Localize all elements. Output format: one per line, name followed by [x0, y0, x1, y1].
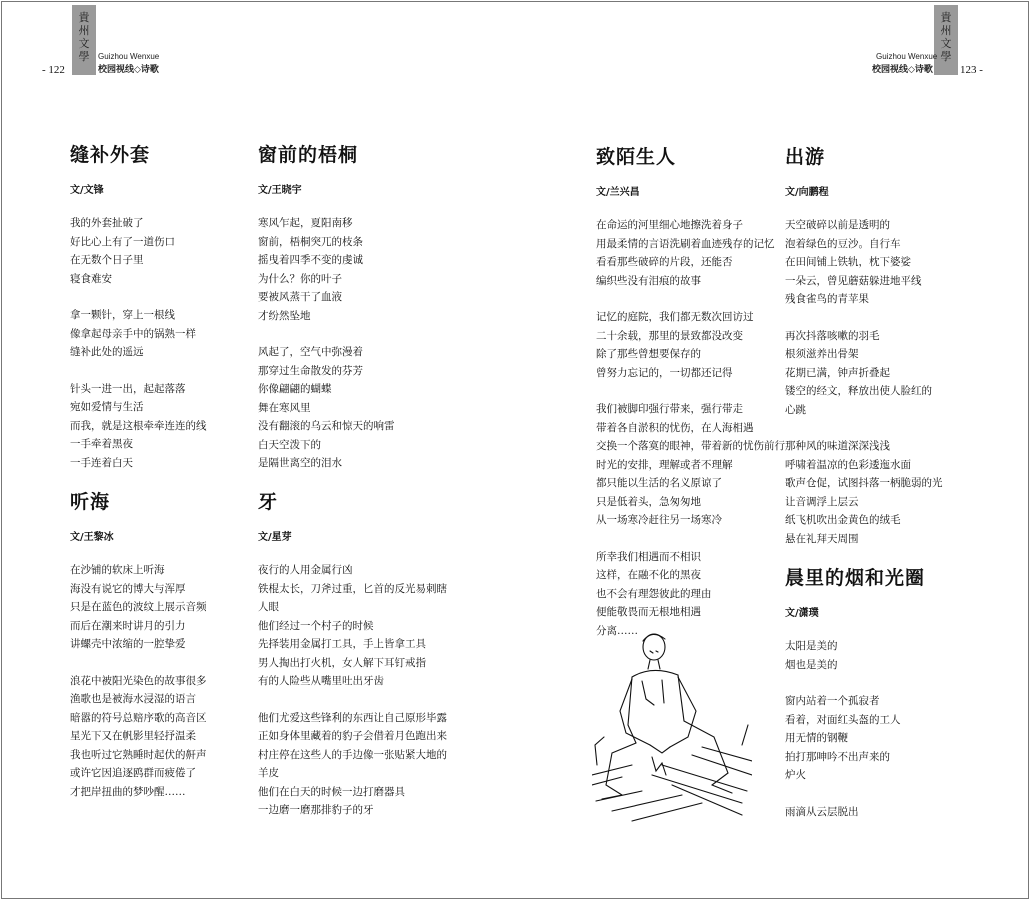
poem-line: 用无情的钢鞭 — [785, 732, 848, 744]
poem-line: 一边磨一磨那排豹子的牙 — [258, 804, 374, 816]
poem-line: 花期已满，钟声折叠起 — [785, 366, 890, 379]
poem-line: 所幸我们相遇而不相识 — [596, 550, 701, 563]
poem-author: 文/王晓宇 — [258, 185, 302, 196]
poem — [258, 140, 438, 473]
poem-author: 文/兰兴昌 — [596, 187, 640, 198]
poem-line: 窗前，梧桐突兀的枝条 — [258, 235, 363, 248]
poem-line: 是隔世离空的泪水 — [258, 457, 342, 469]
poem-line: 拍打那呻吟不出声来的 — [785, 750, 890, 763]
poem-line: 他们在白天的时候一边打磨器具 — [258, 785, 405, 798]
poem-line: 心跳 — [785, 403, 806, 416]
poem-line: 便能敬畏而无根地相遇 — [596, 606, 701, 618]
poem-line: 天空破碎以前是透明的 — [785, 219, 890, 231]
poem-line: 我们被脚印强行带来，强行带走 — [596, 403, 743, 415]
poem-stanza — [785, 437, 965, 548]
poem-line: 羊皮 — [258, 767, 279, 779]
poem-stanza — [785, 803, 965, 822]
poem-line: 只是低着头，急匆匆地 — [596, 495, 701, 508]
poem-line: 只是在蓝色的波纹上展示音频 — [70, 601, 207, 613]
poem-line: 窗内站着一个孤寂者 — [785, 695, 880, 707]
poem-line: 曾努力忘记的，一切都还记得 — [596, 366, 733, 379]
page-number-left: - 122 — [42, 64, 65, 76]
poem-line: 泡着绿色的豆沙。自行车 — [785, 237, 901, 250]
poem-stanza — [596, 400, 785, 530]
poem-stanza — [785, 327, 965, 420]
poem-line: 也不会有理怨彼此的理由 — [596, 587, 712, 600]
poem-line: 渔歌也是被海水浸湿的语言 — [70, 693, 196, 705]
poem-line: 寒风乍起，夏阳南移 — [258, 217, 353, 229]
poem-line: 铁棍太长，刀斧过重，匕首的反光易刺瞎 — [258, 582, 447, 595]
poem-line: 那穿过生命散发的芬芳 — [258, 364, 363, 377]
poem-line: 舞在寒风里 — [258, 401, 311, 414]
poem-line: 在无数个日子里 — [70, 254, 144, 266]
poem-stanza — [70, 214, 250, 288]
poem-line: 我也听过它熟睡时起伏的鼾声 — [70, 748, 207, 761]
poem-line: 在田间铺上铁轨，枕下婆娑 — [785, 256, 911, 268]
poem-line: 分离…… — [596, 624, 638, 637]
poem-title: 致陌生人 — [596, 146, 677, 168]
poem-line: 在沙铺的软床上听海 — [70, 564, 165, 576]
poem-author: 文/星芽 — [258, 532, 292, 543]
poem-line: 一手连着白天 — [70, 456, 133, 469]
poem-line: 时光的安排，理解或者不理解 — [596, 458, 733, 471]
poem-line: 有的人险些从嘴里吐出牙齿 — [258, 675, 384, 687]
poem-line: 这样，在融不化的黑夜 — [596, 569, 701, 581]
poem-line: 编织些没有泪痕的故事 — [596, 274, 701, 287]
poem-title: 听海 — [70, 491, 111, 513]
poem-stanza — [70, 672, 250, 802]
poem-line: 你像翩翩的蝴蝶 — [258, 383, 332, 395]
poem-line: 带着各自淤积的忧伤，在人海相遇 — [596, 421, 754, 434]
poem-line: 男人掏出打火机，女人解下耳钉戒指 — [258, 656, 426, 669]
poem-author: 文/潇璞 — [785, 608, 819, 619]
poem-line: 暗嚣的符号总赔序歌的高音区 — [70, 711, 207, 724]
poem-line: 摇曳着四季不变的虔诚 — [258, 254, 363, 266]
section-title-left: 校园视线◇诗歌 — [98, 65, 159, 75]
poem-line: 除了那些曾想要保存的 — [596, 348, 701, 360]
poem-line: 或许它因追逐鸥群而疲倦了 — [70, 767, 196, 779]
poem-stanza — [785, 216, 965, 309]
poem-line: 悬在礼拜天周围 — [785, 532, 859, 545]
poem-title: 晨里的烟和光圈 — [785, 567, 926, 589]
poem-line: 像拿起母亲手中的锅熟一样 — [70, 327, 196, 340]
poem-line: 镂空的经文，释放出使人脸红的 — [785, 385, 932, 397]
poem-stanza — [70, 561, 250, 654]
journal-name-en-right: Guizhou Wenxue — [876, 52, 938, 61]
section-title-right: 校园视线◇诗歌 — [872, 65, 933, 75]
poem-line: 村庄停在这些人的手边像一张贴紧大地的 — [258, 748, 447, 761]
poem-line: 才把岸扭曲的梦吵醒…… — [70, 785, 186, 798]
poem-line: 为什么？你的叶子 — [258, 272, 342, 285]
poem-line: 看看那些破碎的片段，还能否 — [596, 256, 733, 268]
poem-line: 雨滴从云层脱出 — [785, 805, 859, 818]
poem-line: 记忆的庭院，我们都无数次回访过 — [596, 311, 754, 323]
poem-line: 在命运的河里细心地擦洗着身子 — [596, 219, 743, 231]
poem-line: 看着，对面红头盔的工人 — [785, 713, 901, 726]
poem-line: 先择装用金属打工具，手上皆拿工具 — [258, 638, 426, 650]
poem-line: 风起了，空气中弥漫着 — [258, 346, 363, 358]
poem-stanza — [785, 637, 965, 674]
poem-stanza — [70, 306, 250, 362]
poem-line: 我的外套扯破了 — [70, 217, 144, 229]
poem-stanza — [596, 308, 776, 382]
poem-line: 好比心上有了一道伤口 — [70, 235, 175, 248]
poem-line: 讲螺壳中浓缩的一腔挚爱 — [70, 638, 186, 650]
man-sitting-illustration — [592, 625, 752, 825]
poem-line: 人眼 — [258, 601, 279, 613]
poem-line: 而我，就是这根牵牵连连的线 — [70, 419, 207, 432]
poem — [258, 487, 447, 820]
poem-line: 拿一颗针，穿上一根线 — [70, 309, 175, 321]
poem-line: 才纷然坠地 — [258, 309, 311, 322]
poem-stanza — [258, 343, 438, 473]
poem-line: 二十余载，那里的景致都没改变 — [596, 329, 743, 342]
poem — [785, 563, 965, 821]
poem-line: 呼啸着温凉的色彩逶迤水面 — [785, 458, 911, 471]
poem-author: 文/王黎冰 — [70, 532, 114, 543]
poem-line: 歌声仓促，试图抖落一柄脆弱的光 — [785, 477, 943, 489]
poem-line: 那种风的味道深深浅浅 — [785, 440, 890, 452]
poem — [70, 487, 250, 801]
poem-title: 牙 — [258, 491, 279, 513]
poem-line: 宛如爱情与生活 — [70, 401, 144, 413]
poem-stanza — [70, 380, 250, 473]
poem-line: 没有翻滚的乌云和惊天的响雷 — [258, 420, 395, 432]
poem-line: 他们经过一个村子的时候 — [258, 619, 374, 632]
poem — [785, 142, 965, 548]
poem-title: 窗前的梧桐 — [258, 144, 359, 166]
poem-line: 他们尤爱这些锋利的东西让自己原形毕露 — [258, 711, 447, 724]
poem-line: 而后在潮来时讲月的引力 — [70, 619, 186, 632]
poem-line: 交换一个落寞的眼神，带着新的忧伤前行 — [596, 440, 785, 452]
poem-line: 正如身体里藏着的豹子会借着月色跑出来 — [258, 730, 447, 742]
poem-line: 针头一进一出，起起落落 — [70, 382, 186, 395]
poem-line: 用最柔情的言语洗刷着血迹残存的记忆 — [596, 237, 775, 250]
poem-title: 缝补外套 — [70, 144, 151, 166]
poem — [596, 142, 785, 640]
poem-line: 一手牵着黑夜 — [70, 438, 133, 450]
poem-line: 星光下又在帆影里轻抒温柔 — [70, 730, 196, 742]
poem-line: 要被风蒸干了血液 — [258, 291, 342, 303]
poem-line: 太阳是美的 — [785, 640, 838, 652]
poem-line: 从一场寒冷赶往另一场寒冷 — [596, 514, 722, 526]
poem-line: 烟也是美的 — [785, 658, 838, 671]
poem-line: 白天空泼下的 — [258, 438, 321, 451]
poem-stanza — [258, 709, 447, 820]
poem-line: 缝补此处的遥远 — [70, 346, 144, 358]
poem-stanza — [596, 216, 776, 290]
poem-line: 海没有说它的博大与浑厚 — [70, 582, 186, 595]
poem — [70, 140, 250, 472]
poem-line: 寝食难安 — [70, 272, 112, 285]
poem-line: 根须滋养出骨架 — [785, 348, 859, 360]
poem-line: 让音调浮上层云 — [785, 495, 859, 508]
poem-line: 纸飞机吹出金黄色的绒毛 — [785, 514, 901, 526]
poem-stanza — [258, 561, 447, 691]
poem-author: 文/向鹏程 — [785, 187, 829, 198]
poem-line: 再次抖落咳嗽的羽毛 — [785, 329, 880, 342]
poem-line: 夜行的人用金属行凶 — [258, 564, 353, 576]
poem-author: 文/文锋 — [70, 185, 104, 196]
journal-name-en-left: Guizhou Wenxue — [98, 52, 160, 61]
poem-title: 出游 — [785, 146, 826, 168]
magazine-logo-right: 貴 州 文 學 — [934, 5, 958, 75]
page-number-right: 123 - — [960, 64, 983, 76]
poem-line: 残食雀鸟的青苹果 — [785, 293, 869, 305]
magazine-logo-left: 貴 州 文 學 — [72, 5, 96, 75]
poem-line: 都只能以生活的名义原谅了 — [596, 477, 722, 489]
poem-stanza — [785, 692, 965, 785]
poem-line: 炉火 — [785, 769, 806, 781]
poem-stanza — [258, 214, 438, 325]
poem-line: 一朵云，曾见蘑菇躲进地平线 — [785, 274, 922, 287]
poem-line: 浪花中被阳光染色的故事很多 — [70, 674, 207, 687]
